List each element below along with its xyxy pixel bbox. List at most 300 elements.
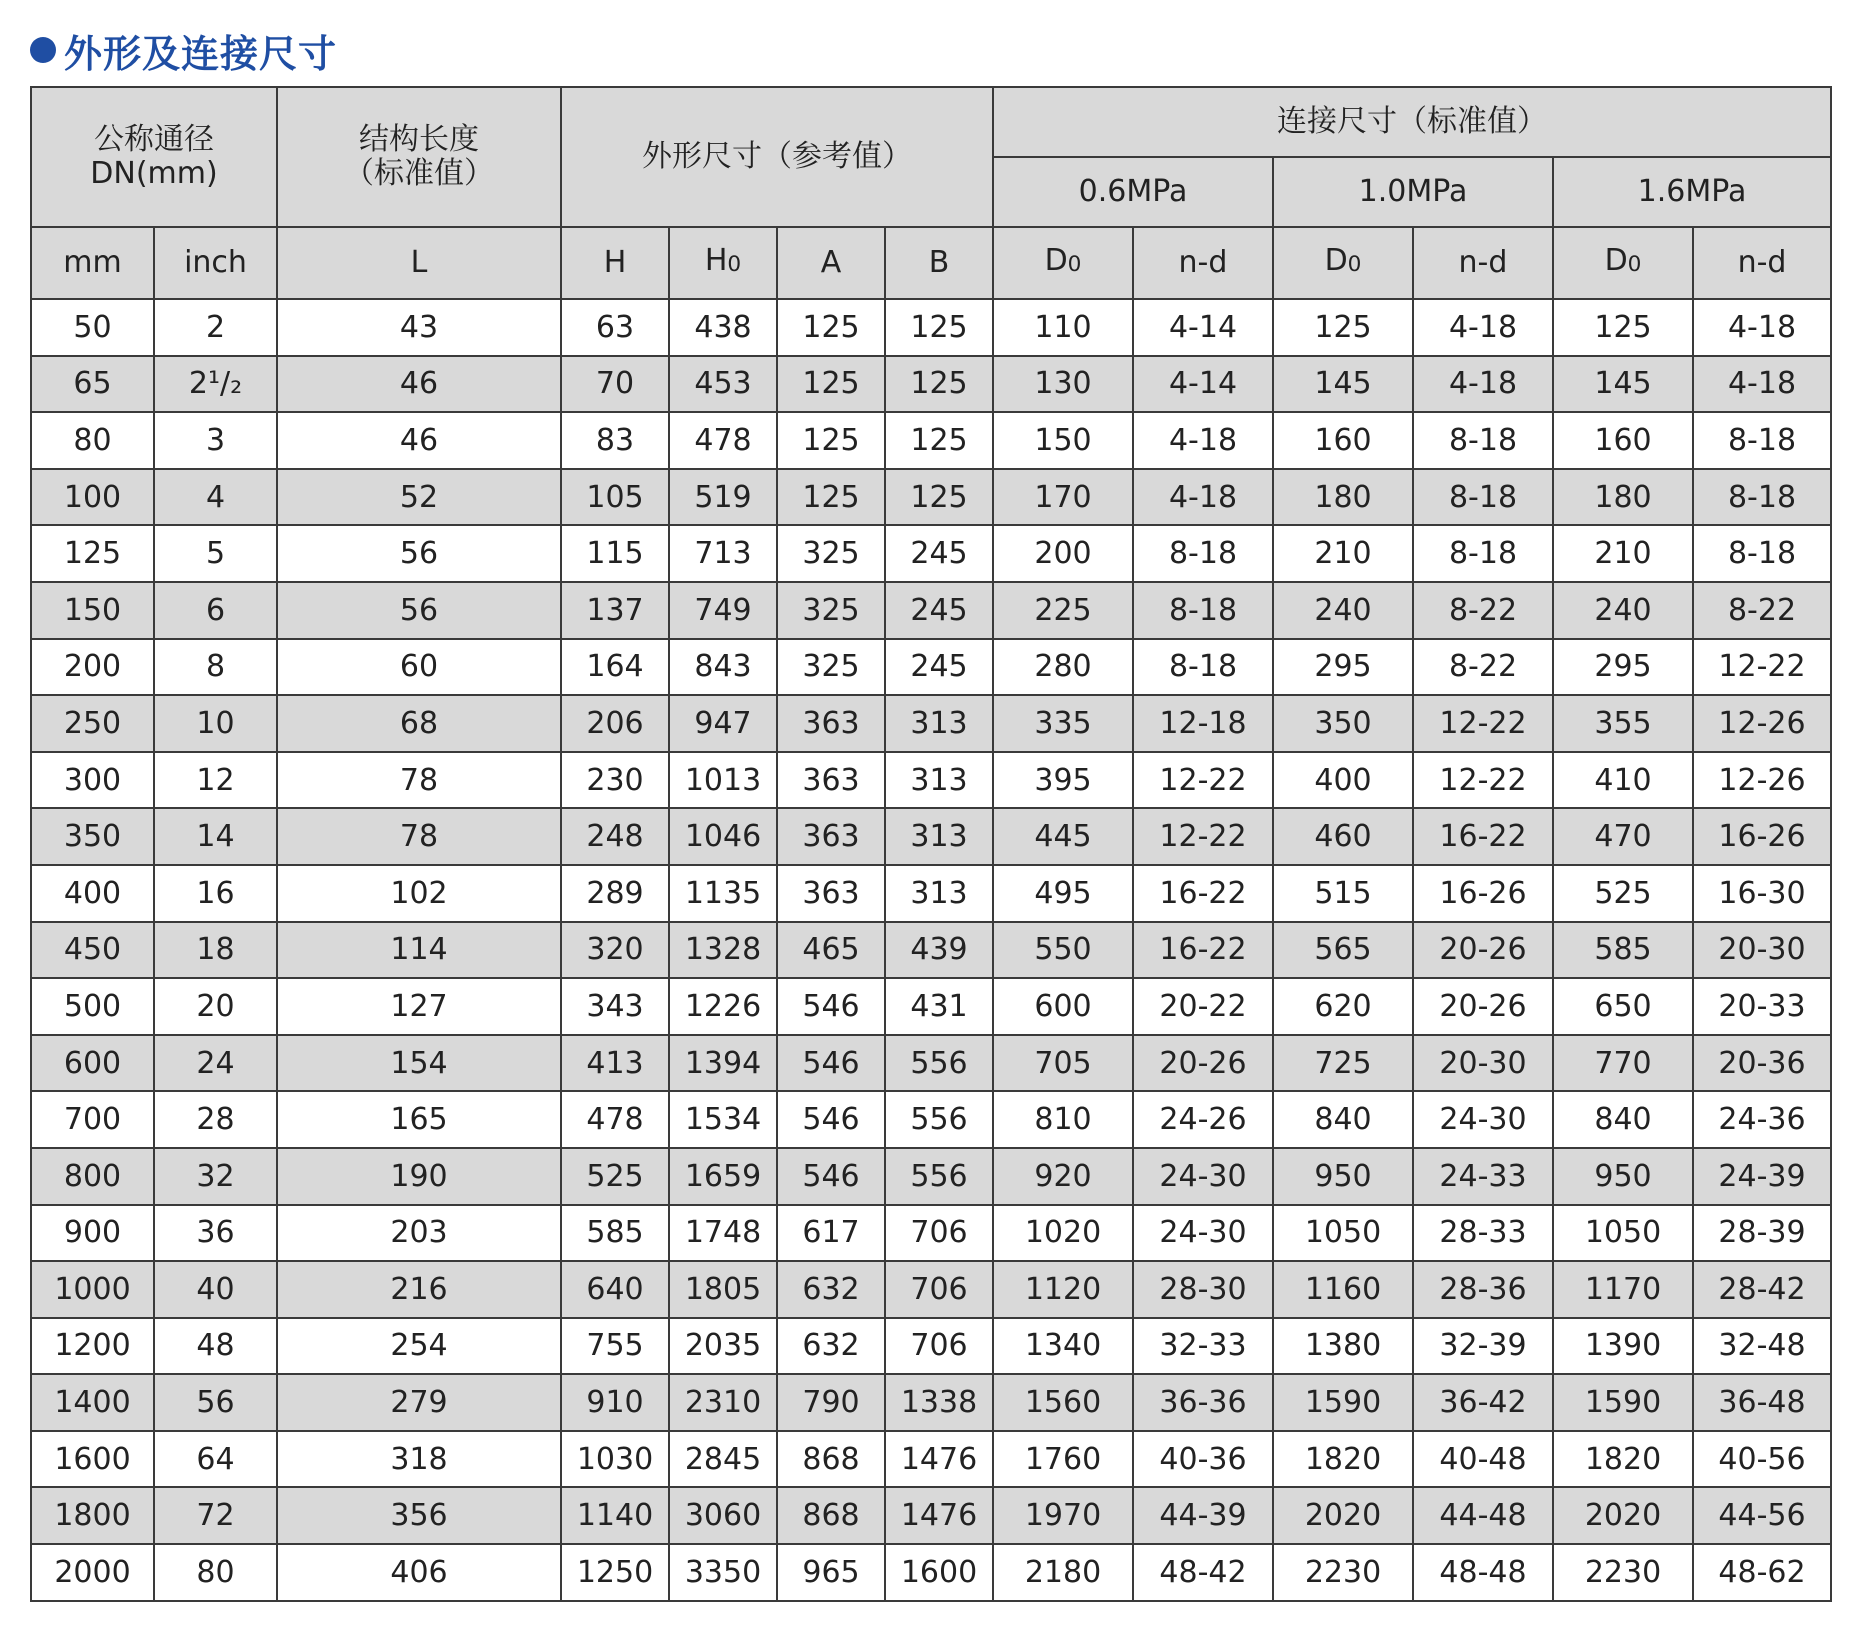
cell-dim-B: 313 (885, 808, 993, 865)
cell-height-H0: 1135 (669, 865, 777, 922)
cell-dim-A: 868 (777, 1487, 885, 1544)
cell-dim-A: 965 (777, 1544, 885, 1601)
cell-height-H0: 1226 (669, 978, 777, 1035)
cell-height-H: 1030 (561, 1431, 669, 1488)
cell-dim-B: 125 (885, 412, 993, 469)
section-heading (30, 22, 337, 78)
cell-dim-B: 556 (885, 1091, 993, 1148)
cell-nd-1-0mpa: 24-33 (1413, 1148, 1553, 1205)
header-pressure-0-6: 0.6MPa (993, 157, 1273, 227)
cell-dn-inch: 5 (154, 525, 277, 582)
cell-height-H: 83 (561, 412, 669, 469)
table-row (31, 1091, 1831, 1148)
cell-dn-mm: 2000 (31, 1544, 154, 1601)
cell-nd-1-6mpa: 8-18 (1693, 469, 1831, 526)
cell-dn-mm: 1000 (31, 1261, 154, 1318)
cell-nd-0-6mpa: 44-39 (1133, 1487, 1273, 1544)
cell-dn-mm: 100 (31, 469, 154, 526)
cell-d0-1-6mpa: 125 (1553, 299, 1693, 356)
section-title: 外形及连接尺寸 (64, 31, 338, 76)
cell-height-H0: 947 (669, 695, 777, 752)
cell-d0-1-6mpa: 355 (1553, 695, 1693, 752)
cell-length-L: 254 (277, 1318, 561, 1375)
cell-d0-0-6mpa: 225 (993, 582, 1133, 639)
cell-dn-mm: 150 (31, 582, 154, 639)
cell-height-H: 1250 (561, 1544, 669, 1601)
table-row (31, 469, 1831, 526)
table-row (31, 412, 1831, 469)
cell-dim-B: 125 (885, 299, 993, 356)
cell-d0-1-0mpa: 1820 (1273, 1431, 1413, 1488)
cell-height-H0: 519 (669, 469, 777, 526)
cell-d0-0-6mpa: 150 (993, 412, 1133, 469)
cell-d0-1-0mpa: 515 (1273, 865, 1413, 922)
cell-d0-0-6mpa: 1560 (993, 1374, 1133, 1431)
cell-d0-0-6mpa: 920 (993, 1148, 1133, 1205)
cell-d0-1-6mpa: 180 (1553, 469, 1693, 526)
cell-nd-0-6mpa: 4-14 (1133, 356, 1273, 413)
cell-height-H0: 713 (669, 525, 777, 582)
cell-dn-mm: 50 (31, 299, 154, 356)
cell-d0-1-6mpa: 210 (1553, 525, 1693, 582)
cell-height-H: 343 (561, 978, 669, 1035)
cell-nd-1-6mpa: 8-18 (1693, 412, 1831, 469)
cell-height-H0: 1748 (669, 1205, 777, 1262)
cell-nd-1-0mpa: 20-30 (1413, 1035, 1553, 1092)
cell-d0-1-0mpa: 350 (1273, 695, 1413, 752)
cell-dn-inch: 6 (154, 582, 277, 639)
table-row (31, 1261, 1831, 1318)
cell-nd-0-6mpa: 32-33 (1133, 1318, 1273, 1375)
cell-d0-1-6mpa: 1050 (1553, 1205, 1693, 1262)
cell-d0-1-0mpa: 180 (1273, 469, 1413, 526)
cell-height-H: 289 (561, 865, 669, 922)
cell-d0-1-6mpa: 470 (1553, 808, 1693, 865)
cell-dim-B: 1600 (885, 1544, 993, 1601)
cell-dn-mm: 1800 (31, 1487, 154, 1544)
cell-height-H: 413 (561, 1035, 669, 1092)
cell-d0-1-6mpa: 950 (1553, 1148, 1693, 1205)
cell-d0-1-6mpa: 160 (1553, 412, 1693, 469)
cell-dn-mm: 350 (31, 808, 154, 865)
cell-d0-1-6mpa: 2230 (1553, 1544, 1693, 1601)
cell-nd-1-6mpa: 12-26 (1693, 695, 1831, 752)
cell-d0-1-0mpa: 460 (1273, 808, 1413, 865)
cell-d0-1-6mpa: 1170 (1553, 1261, 1693, 1318)
cell-length-L: 68 (277, 695, 561, 752)
cell-nd-0-6mpa: 8-18 (1133, 639, 1273, 696)
cell-length-L: 46 (277, 412, 561, 469)
table-row (31, 978, 1831, 1035)
table-row (31, 1035, 1831, 1092)
cell-nd-0-6mpa: 24-30 (1133, 1205, 1273, 1262)
cell-dim-B: 313 (885, 695, 993, 752)
cell-height-H0: 453 (669, 356, 777, 413)
cell-dim-B: 439 (885, 922, 993, 979)
cell-dim-B: 431 (885, 978, 993, 1035)
cell-dim-A: 465 (777, 922, 885, 979)
cell-d0-1-0mpa: 565 (1273, 922, 1413, 979)
cell-dn-inch: 80 (154, 1544, 277, 1601)
cell-d0-0-6mpa: 495 (993, 865, 1133, 922)
cell-d0-1-6mpa: 840 (1553, 1091, 1693, 1148)
cell-d0-0-6mpa: 2180 (993, 1544, 1133, 1601)
cell-d0-1-0mpa: 1160 (1273, 1261, 1413, 1318)
cell-d0-0-6mpa: 200 (993, 525, 1133, 582)
cell-length-L: 165 (277, 1091, 561, 1148)
cell-d0-0-6mpa: 1760 (993, 1431, 1133, 1488)
cell-dn-inch: 32 (154, 1148, 277, 1205)
table-row (31, 1205, 1831, 1262)
cell-d0-0-6mpa: 1340 (993, 1318, 1133, 1375)
dimension-table (30, 86, 1832, 1602)
cell-height-H: 755 (561, 1318, 669, 1375)
cell-nd-1-6mpa: 36-48 (1693, 1374, 1831, 1431)
cell-dim-A: 325 (777, 639, 885, 696)
cell-nd-1-6mpa: 4-18 (1693, 356, 1831, 413)
cell-d0-0-6mpa: 110 (993, 299, 1133, 356)
table-row (31, 525, 1831, 582)
cell-nd-0-6mpa: 48-42 (1133, 1544, 1273, 1601)
cell-height-H: 248 (561, 808, 669, 865)
cell-dim-B: 125 (885, 469, 993, 526)
bullet-dot-icon (30, 37, 56, 63)
cell-nd-1-0mpa: 8-18 (1413, 525, 1553, 582)
cell-d0-1-6mpa: 145 (1553, 356, 1693, 413)
cell-height-H: 478 (561, 1091, 669, 1148)
cell-dn-inch: 28 (154, 1091, 277, 1148)
cell-dn-inch: 40 (154, 1261, 277, 1318)
cell-nd-0-6mpa: 8-18 (1133, 525, 1273, 582)
cell-nd-1-0mpa: 8-18 (1413, 469, 1553, 526)
cell-height-H: 63 (561, 299, 669, 356)
header-col-D0-1-6: D0 (1553, 227, 1693, 299)
cell-d0-1-6mpa: 770 (1553, 1035, 1693, 1092)
cell-dn-mm: 250 (31, 695, 154, 752)
header-col-A: A (777, 227, 885, 299)
cell-d0-1-0mpa: 1380 (1273, 1318, 1413, 1375)
cell-d0-1-6mpa: 410 (1553, 752, 1693, 809)
header-col-nd-1-0: n-d (1413, 227, 1553, 299)
cell-nd-0-6mpa: 28-30 (1133, 1261, 1273, 1318)
cell-dim-B: 706 (885, 1205, 993, 1262)
cell-d0-0-6mpa: 445 (993, 808, 1133, 865)
cell-nd-1-6mpa: 44-56 (1693, 1487, 1831, 1544)
cell-length-L: 127 (277, 978, 561, 1035)
cell-nd-1-0mpa: 20-26 (1413, 922, 1553, 979)
cell-height-H0: 1328 (669, 922, 777, 979)
cell-height-H0: 3060 (669, 1487, 777, 1544)
cell-height-H0: 843 (669, 639, 777, 696)
cell-d0-1-0mpa: 240 (1273, 582, 1413, 639)
table-row (31, 1148, 1831, 1205)
cell-length-L: 154 (277, 1035, 561, 1092)
cell-nd-0-6mpa: 40-36 (1133, 1431, 1273, 1488)
cell-length-L: 43 (277, 299, 561, 356)
cell-dim-A: 363 (777, 865, 885, 922)
cell-nd-0-6mpa: 20-22 (1133, 978, 1273, 1035)
header-col-D0-1-0: D0 (1273, 227, 1413, 299)
header-col-B: B (885, 227, 993, 299)
cell-nd-1-6mpa: 12-22 (1693, 639, 1831, 696)
cell-d0-1-0mpa: 1590 (1273, 1374, 1413, 1431)
cell-height-H: 230 (561, 752, 669, 809)
cell-nd-1-6mpa: 8-22 (1693, 582, 1831, 639)
cell-d0-0-6mpa: 280 (993, 639, 1133, 696)
cell-height-H0: 478 (669, 412, 777, 469)
cell-height-H: 1140 (561, 1487, 669, 1544)
cell-nd-0-6mpa: 4-18 (1133, 412, 1273, 469)
cell-length-L: 114 (277, 922, 561, 979)
cell-nd-1-0mpa: 8-18 (1413, 412, 1553, 469)
cell-nd-0-6mpa: 12-18 (1133, 695, 1273, 752)
cell-dn-inch: 12 (154, 752, 277, 809)
cell-nd-0-6mpa: 8-18 (1133, 582, 1273, 639)
cell-d0-0-6mpa: 1120 (993, 1261, 1133, 1318)
cell-nd-1-0mpa: 16-22 (1413, 808, 1553, 865)
cell-dim-B: 245 (885, 582, 993, 639)
cell-dim-A: 632 (777, 1318, 885, 1375)
table-body (31, 299, 1831, 1601)
cell-d0-0-6mpa: 550 (993, 922, 1133, 979)
cell-d0-0-6mpa: 1020 (993, 1205, 1133, 1262)
cell-dim-B: 1476 (885, 1431, 993, 1488)
cell-nd-1-6mpa: 16-26 (1693, 808, 1831, 865)
cell-nd-0-6mpa: 4-18 (1133, 469, 1273, 526)
header-col-H: H (561, 227, 669, 299)
cell-nd-1-0mpa: 44-48 (1413, 1487, 1553, 1544)
cell-height-H: 115 (561, 525, 669, 582)
cell-dn-mm: 1600 (31, 1431, 154, 1488)
header-connection-dimensions: 连接尺寸（标准值） (993, 87, 1831, 157)
cell-d0-1-0mpa: 2020 (1273, 1487, 1413, 1544)
cell-nd-0-6mpa: 16-22 (1133, 922, 1273, 979)
cell-dn-inch: 14 (154, 808, 277, 865)
cell-dim-A: 363 (777, 752, 885, 809)
header-structure-length: 结构长度 （标准值） (277, 87, 561, 227)
cell-length-L: 279 (277, 1374, 561, 1431)
header-pressure-1-6: 1.6MPa (1553, 157, 1831, 227)
cell-length-L: 102 (277, 865, 561, 922)
cell-height-H: 585 (561, 1205, 669, 1262)
cell-dim-B: 125 (885, 356, 993, 413)
cell-length-L: 190 (277, 1148, 561, 1205)
cell-height-H: 525 (561, 1148, 669, 1205)
cell-length-L: 46 (277, 356, 561, 413)
cell-nd-1-0mpa: 4-18 (1413, 299, 1553, 356)
cell-dim-B: 706 (885, 1261, 993, 1318)
cell-d0-0-6mpa: 335 (993, 695, 1133, 752)
table-row (31, 582, 1831, 639)
cell-height-H0: 2310 (669, 1374, 777, 1431)
cell-dim-A: 546 (777, 978, 885, 1035)
cell-dim-A: 325 (777, 525, 885, 582)
cell-nd-0-6mpa: 12-22 (1133, 752, 1273, 809)
cell-height-H0: 749 (669, 582, 777, 639)
cell-nd-1-0mpa: 48-48 (1413, 1544, 1553, 1601)
cell-nd-0-6mpa: 24-30 (1133, 1148, 1273, 1205)
cell-nd-1-0mpa: 36-42 (1413, 1374, 1553, 1431)
cell-length-L: 318 (277, 1431, 561, 1488)
cell-dn-inch: 8 (154, 639, 277, 696)
cell-dn-mm: 80 (31, 412, 154, 469)
cell-height-H: 320 (561, 922, 669, 979)
cell-dim-A: 632 (777, 1261, 885, 1318)
cell-dim-A: 868 (777, 1431, 885, 1488)
cell-dim-B: 556 (885, 1035, 993, 1092)
cell-length-L: 78 (277, 752, 561, 809)
cell-d0-1-0mpa: 400 (1273, 752, 1413, 809)
cell-dn-inch: 56 (154, 1374, 277, 1431)
table-row (31, 1318, 1831, 1375)
cell-dim-B: 245 (885, 639, 993, 696)
table-row (31, 1487, 1831, 1544)
cell-d0-1-0mpa: 725 (1273, 1035, 1413, 1092)
cell-d0-1-6mpa: 1590 (1553, 1374, 1693, 1431)
cell-dim-B: 313 (885, 865, 993, 922)
cell-dn-inch: 3 (154, 412, 277, 469)
cell-dn-mm: 450 (31, 922, 154, 979)
cell-nd-1-6mpa: 16-30 (1693, 865, 1831, 922)
cell-dn-inch: 16 (154, 865, 277, 922)
cell-d0-1-0mpa: 620 (1273, 978, 1413, 1035)
cell-d0-1-0mpa: 1050 (1273, 1205, 1413, 1262)
cell-nd-1-0mpa: 4-18 (1413, 356, 1553, 413)
header-col-L: L (277, 227, 561, 299)
table-row (31, 865, 1831, 922)
cell-d0-0-6mpa: 600 (993, 978, 1133, 1035)
cell-dim-A: 363 (777, 695, 885, 752)
cell-dim-A: 125 (777, 299, 885, 356)
header-col-nd-1-6: n-d (1693, 227, 1831, 299)
cell-dim-B: 313 (885, 752, 993, 809)
cell-nd-1-6mpa: 48-62 (1693, 1544, 1831, 1601)
cell-d0-0-6mpa: 810 (993, 1091, 1133, 1148)
table-row (31, 922, 1831, 979)
cell-dim-A: 363 (777, 808, 885, 865)
cell-dn-mm: 800 (31, 1148, 154, 1205)
header-col-inch: inch (154, 227, 277, 299)
cell-dn-mm: 600 (31, 1035, 154, 1092)
cell-dn-mm: 500 (31, 978, 154, 1035)
header-col-D0-0-6: D0 (993, 227, 1133, 299)
cell-dn-inch: 10 (154, 695, 277, 752)
cell-height-H0: 1659 (669, 1148, 777, 1205)
cell-nd-1-6mpa: 24-36 (1693, 1091, 1831, 1148)
cell-d0-1-0mpa: 145 (1273, 356, 1413, 413)
cell-nd-1-6mpa: 28-39 (1693, 1205, 1831, 1262)
table-row (31, 1544, 1831, 1601)
cell-height-H: 640 (561, 1261, 669, 1318)
cell-dn-inch: 2 (154, 299, 277, 356)
cell-dn-inch: 20 (154, 978, 277, 1035)
header-col-mm: mm (31, 227, 154, 299)
cell-d0-1-6mpa: 295 (1553, 639, 1693, 696)
table-row (31, 356, 1831, 413)
table-row (31, 299, 1831, 356)
cell-dim-A: 546 (777, 1035, 885, 1092)
cell-length-L: 216 (277, 1261, 561, 1318)
cell-dn-mm: 125 (31, 525, 154, 582)
cell-dn-mm: 1200 (31, 1318, 154, 1375)
cell-nd-0-6mpa: 16-22 (1133, 865, 1273, 922)
cell-dim-B: 1476 (885, 1487, 993, 1544)
cell-dn-mm: 65 (31, 356, 154, 413)
cell-dn-mm: 300 (31, 752, 154, 809)
cell-length-L: 356 (277, 1487, 561, 1544)
cell-d0-1-0mpa: 2230 (1273, 1544, 1413, 1601)
cell-dim-B: 1338 (885, 1374, 993, 1431)
cell-d0-1-0mpa: 125 (1273, 299, 1413, 356)
cell-length-L: 52 (277, 469, 561, 526)
cell-dn-inch: 48 (154, 1318, 277, 1375)
cell-dn-inch: 64 (154, 1431, 277, 1488)
cell-length-L: 406 (277, 1544, 561, 1601)
cell-height-H0: 3350 (669, 1544, 777, 1601)
cell-nd-0-6mpa: 20-26 (1133, 1035, 1273, 1092)
cell-d0-1-0mpa: 210 (1273, 525, 1413, 582)
cell-nd-1-6mpa: 40-56 (1693, 1431, 1831, 1488)
cell-nd-0-6mpa: 4-14 (1133, 299, 1273, 356)
cell-dim-A: 790 (777, 1374, 885, 1431)
cell-height-H0: 1534 (669, 1091, 777, 1148)
cell-nd-1-0mpa: 28-36 (1413, 1261, 1553, 1318)
cell-nd-1-6mpa: 20-30 (1693, 922, 1831, 979)
cell-nd-1-6mpa: 20-36 (1693, 1035, 1831, 1092)
cell-d0-1-6mpa: 2020 (1553, 1487, 1693, 1544)
cell-dim-B: 245 (885, 525, 993, 582)
cell-dim-B: 556 (885, 1148, 993, 1205)
cell-d0-0-6mpa: 395 (993, 752, 1133, 809)
cell-height-H: 164 (561, 639, 669, 696)
cell-nd-1-0mpa: 8-22 (1413, 582, 1553, 639)
cell-height-H: 910 (561, 1374, 669, 1431)
cell-d0-0-6mpa: 705 (993, 1035, 1133, 1092)
header-col-nd-0-6: n-d (1133, 227, 1273, 299)
cell-nd-1-0mpa: 12-22 (1413, 695, 1553, 752)
cell-dn-mm: 400 (31, 865, 154, 922)
table-row (31, 752, 1831, 809)
cell-nd-0-6mpa: 24-26 (1133, 1091, 1273, 1148)
cell-dim-A: 546 (777, 1091, 885, 1148)
header-pressure-1-0: 1.0MPa (1273, 157, 1553, 227)
cell-nd-1-0mpa: 40-48 (1413, 1431, 1553, 1488)
header-col-H0: H0 (669, 227, 777, 299)
cell-height-H: 206 (561, 695, 669, 752)
header-nominal-diameter: 公称通径 DN(mm) (31, 87, 277, 227)
cell-length-L: 56 (277, 582, 561, 639)
cell-length-L: 56 (277, 525, 561, 582)
cell-nd-1-6mpa: 24-39 (1693, 1148, 1831, 1205)
cell-height-H: 105 (561, 469, 669, 526)
cell-dn-mm: 700 (31, 1091, 154, 1148)
cell-dim-B: 706 (885, 1318, 993, 1375)
cell-dim-A: 125 (777, 412, 885, 469)
cell-d0-1-6mpa: 1820 (1553, 1431, 1693, 1488)
cell-height-H0: 1805 (669, 1261, 777, 1318)
cell-d0-1-0mpa: 295 (1273, 639, 1413, 696)
cell-length-L: 203 (277, 1205, 561, 1262)
cell-nd-1-0mpa: 8-22 (1413, 639, 1553, 696)
cell-d0-1-6mpa: 585 (1553, 922, 1693, 979)
table-row (31, 808, 1831, 865)
cell-dn-inch: 18 (154, 922, 277, 979)
cell-d0-1-6mpa: 1390 (1553, 1318, 1693, 1375)
cell-nd-1-0mpa: 20-26 (1413, 978, 1553, 1035)
cell-nd-1-6mpa: 20-33 (1693, 978, 1831, 1035)
cell-d0-0-6mpa: 170 (993, 469, 1133, 526)
cell-nd-1-6mpa: 4-18 (1693, 299, 1831, 356)
